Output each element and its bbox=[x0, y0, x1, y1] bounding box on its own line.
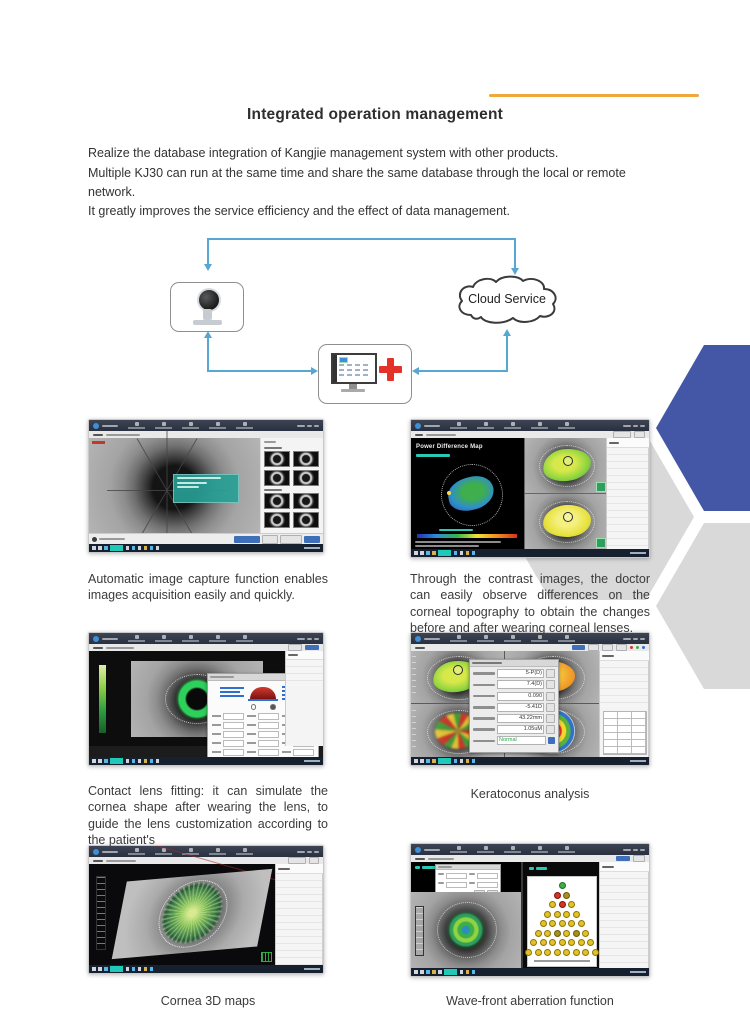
dialog-row: 7.4(D) bbox=[473, 680, 555, 689]
computer-icon bbox=[331, 353, 377, 384]
data-panel bbox=[285, 651, 324, 746]
scrollbar bbox=[322, 874, 324, 965]
mock-primary-button bbox=[548, 737, 555, 744]
network-diagram bbox=[0, 0, 750, 420]
monitor-base bbox=[341, 389, 365, 392]
topographer-device-node bbox=[170, 282, 244, 332]
app-logo-icon bbox=[415, 423, 421, 429]
mock-button bbox=[546, 669, 555, 678]
dialog-row: 1.05uM bbox=[473, 725, 555, 734]
keratoconus-dialog bbox=[469, 659, 559, 753]
arrowhead-up-icon bbox=[204, 331, 212, 338]
mock-primary-button bbox=[304, 536, 320, 543]
data-panel bbox=[275, 864, 324, 965]
capture-tooltip bbox=[173, 474, 239, 503]
screenshot-keratoconus bbox=[410, 632, 650, 766]
intro-line-3: It greatly improves the service efficiency and the effect of data management. bbox=[88, 204, 510, 219]
caption-keratoconus: Keratoconus analysis bbox=[470, 786, 590, 801]
header-info bbox=[297, 425, 319, 427]
connector-line bbox=[419, 370, 508, 372]
color-scale bbox=[412, 656, 416, 696]
caption-capture: Automatic image capture function enables images acquisition easily and quickly. bbox=[88, 571, 328, 602]
eye-image-after bbox=[525, 494, 607, 549]
view-3d bbox=[89, 864, 275, 965]
tilted-eye-image bbox=[112, 869, 273, 959]
arrowhead-left-icon bbox=[412, 367, 419, 375]
caption-wavefront: Wave-front aberration function bbox=[446, 993, 614, 1008]
mock-primary-button bbox=[616, 856, 630, 861]
mock-button bbox=[262, 535, 278, 544]
app-header bbox=[89, 420, 323, 431]
screenshot-contrast bbox=[410, 419, 650, 558]
connector-line bbox=[207, 238, 209, 265]
map-title: Power Difference Map bbox=[416, 444, 483, 450]
app-logo-icon bbox=[93, 423, 99, 429]
intro-line-2: Multiple KJ30 can run at the same time and share the same database through the local or remote network. bbox=[88, 165, 626, 199]
mock-primary-button bbox=[305, 645, 319, 650]
scrollbar bbox=[648, 661, 650, 757]
mock-primary-button bbox=[234, 536, 260, 543]
eye-image-before bbox=[525, 438, 607, 493]
data-rows bbox=[607, 448, 648, 549]
screenshot-fitting bbox=[88, 632, 324, 766]
mock-button bbox=[634, 431, 645, 438]
action-bar bbox=[89, 533, 323, 544]
color-scale bbox=[415, 906, 424, 956]
caption-contrast: Through the contrast images, the doctor can easily observe differences on the corneal topography to obtain the changes before and after wearing corneal lenses. bbox=[410, 571, 650, 635]
device-stand bbox=[203, 309, 212, 320]
scrollbar bbox=[648, 448, 650, 549]
mock-button bbox=[288, 644, 302, 651]
dialog-result-row bbox=[473, 736, 555, 745]
data-table bbox=[603, 711, 647, 755]
caption-fitting: Contact lens fitting: it can simulate the cornea shape after wearing the lens, to guide the lens customization according to the patient's bbox=[88, 783, 328, 847]
intro-line-1: Realize the database integration of Kangjie management system with other products. bbox=[88, 146, 559, 160]
screenshot-cornea3d bbox=[88, 845, 324, 974]
windows-taskbar bbox=[89, 544, 323, 552]
dialog-row: 0.090 bbox=[473, 692, 555, 701]
thumbnail-grid bbox=[264, 493, 319, 528]
color-scale bbox=[99, 665, 106, 733]
zernike-pyramid bbox=[527, 876, 597, 967]
thumbnail-panel bbox=[260, 438, 324, 533]
settings-dialog bbox=[435, 864, 501, 893]
cornea-3d-dome bbox=[156, 880, 228, 947]
dialog-row: -5.41D bbox=[473, 703, 555, 712]
mock-button bbox=[288, 857, 306, 864]
connector-line bbox=[514, 238, 516, 268]
wavefront-eye-view bbox=[411, 862, 521, 968]
zernike-view bbox=[523, 862, 599, 968]
record-indicator bbox=[92, 441, 105, 444]
cloud-label: Cloud Service bbox=[468, 292, 546, 306]
data-panel bbox=[599, 862, 650, 968]
eye-image bbox=[411, 892, 521, 968]
screenshot-wavefront bbox=[410, 843, 650, 977]
color-scale bbox=[96, 876, 106, 950]
arrowhead-right-icon bbox=[311, 367, 318, 375]
caption-cornea3d: Cornea 3D maps bbox=[160, 993, 256, 1008]
red-cross-icon bbox=[387, 358, 394, 381]
thumbnail-grid bbox=[264, 451, 319, 486]
connector-line bbox=[207, 338, 209, 372]
arrowhead-down-icon bbox=[204, 264, 212, 271]
arrowhead-up-icon bbox=[503, 329, 511, 336]
scrollbar bbox=[648, 872, 650, 968]
data-panel bbox=[606, 438, 650, 549]
result-field: Normal bbox=[497, 736, 546, 745]
color-scale bbox=[417, 534, 517, 538]
connector-line bbox=[207, 370, 311, 372]
mock-button bbox=[280, 535, 302, 544]
eye-image bbox=[89, 438, 260, 533]
map-type-chip bbox=[596, 482, 606, 492]
color-scale bbox=[412, 710, 416, 750]
mock-button bbox=[613, 431, 631, 438]
dialog-row: 43.22mm bbox=[473, 714, 555, 723]
connector-line bbox=[506, 336, 508, 372]
app-logo-icon bbox=[93, 849, 99, 855]
dialog-row bbox=[473, 669, 555, 678]
value-field: 5-P(D) bbox=[497, 669, 544, 678]
app-logo-icon bbox=[415, 847, 421, 853]
data-panel bbox=[599, 651, 650, 757]
cloud-service-node bbox=[450, 274, 564, 328]
difference-map-view bbox=[411, 438, 524, 549]
map-type-chip bbox=[261, 952, 272, 962]
connector-line bbox=[207, 238, 516, 240]
screenshot-capture bbox=[88, 419, 324, 553]
management-pc-node bbox=[318, 344, 412, 404]
map-type-chip bbox=[596, 538, 606, 548]
contrast-eye-panels bbox=[524, 438, 607, 549]
device-base bbox=[193, 320, 222, 325]
page-title: Integrated operation management bbox=[247, 106, 503, 123]
app-logo-icon bbox=[93, 636, 99, 642]
mock-primary-button bbox=[572, 645, 585, 650]
